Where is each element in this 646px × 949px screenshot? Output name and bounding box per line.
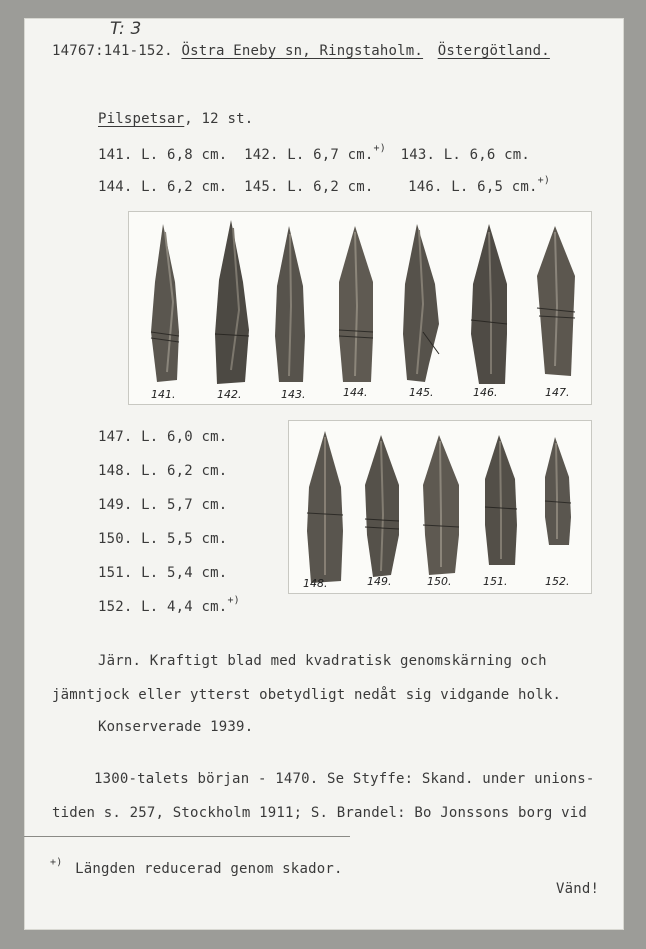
item-142: 142. L. 6,7 cm. (244, 147, 374, 163)
arrowhead-149 (365, 435, 399, 577)
measure-147: 147. L. 6,0 cm. (98, 429, 228, 445)
parish-location: Östra Eneby sn, Ringstaholm. (181, 43, 424, 59)
arrowhead-150 (423, 435, 459, 575)
item-145: 145. L. 6,2 cm. (244, 179, 374, 195)
photo-label-141: 141. (151, 388, 176, 401)
inventory-number: 14767:141-152. (52, 43, 173, 59)
arrowhead-145 (403, 224, 439, 382)
photo-label-145: 145. (409, 386, 434, 399)
arrowhead-152 (545, 437, 571, 545)
arrowheads-148-152 (289, 421, 591, 593)
photo-label-143: 143. (281, 388, 306, 401)
photo-label-146: 146. (473, 386, 498, 399)
photo-label-144: 144. (343, 386, 368, 399)
measure-row-2 (98, 175, 551, 198)
photo-label-148: 148. (303, 577, 328, 590)
turn-over-note: Vänd! (556, 881, 600, 897)
arrowhead-148 (307, 431, 343, 583)
arrowhead-photo-2 (288, 420, 592, 594)
measure-150: 150. L. 5,5 cm. (98, 531, 228, 547)
arrowhead-144 (339, 226, 373, 382)
footnote-divider (24, 836, 350, 837)
arrowheads-141-147 (129, 212, 591, 404)
measure-row-1 (98, 143, 531, 166)
footnote-mark: +) (373, 143, 386, 154)
arrowhead-151 (485, 435, 517, 565)
footnote-text: Längden reducerad genom skador. (75, 861, 343, 877)
photo-label-151: 151. (483, 575, 508, 588)
catalog-card (24, 18, 624, 930)
arrowhead-143 (275, 226, 305, 382)
arrowhead-photo-1 (128, 211, 592, 405)
photo-label-142: 142. (217, 388, 242, 401)
footnote-mark: +) (537, 175, 551, 186)
footnote (50, 857, 343, 880)
category-count: , 12 st. (184, 111, 254, 127)
header-line (52, 42, 550, 60)
item-143: 143. L. 6,6 cm. (400, 147, 531, 163)
conservation-note: Konserverade 1939. (98, 719, 254, 735)
description-line-2: jämntjock eller ytterst obetydligt nedåt sig vidgande holk. (52, 687, 562, 703)
reference-line-2: tiden s. 257, Stockholm 1911; S. Brandel: Bo Jonssons borg vid (52, 805, 587, 821)
reference-line-1: 1300-talets början - 1470. Se Styffe: Skand. under unions- (94, 771, 595, 787)
measure-152 (98, 595, 240, 618)
measure-152-text: 152. L. 4,4 cm. (98, 599, 228, 615)
catalog-mark: T: 3 (110, 19, 142, 39)
item-146: 146. L. 6,5 cm. (408, 179, 538, 195)
photo-label-149: 149. (367, 575, 392, 588)
measure-148: 148. L. 6,2 cm. (98, 463, 228, 479)
measure-151: 151. L. 5,4 cm. (98, 565, 228, 581)
arrowhead-146 (471, 224, 507, 384)
item-141: 141. L. 6,8 cm. (98, 147, 228, 163)
arrowhead-141 (151, 224, 179, 382)
arrowhead-142 (215, 220, 249, 384)
photo-label-147: 147. (545, 386, 570, 399)
description-line-1: Järn. Kraftigt blad med kvadratisk genomskärning och (98, 653, 547, 669)
province: Östergötland. (437, 43, 550, 59)
photo-label-152: 152. (545, 575, 570, 588)
photo-label-150: 150. (427, 575, 452, 588)
item-144: 144. L. 6,2 cm. (98, 179, 228, 195)
arrowhead-147 (537, 226, 575, 376)
measure-149: 149. L. 5,7 cm. (98, 497, 228, 513)
category-name: Pilspetsar (98, 111, 185, 127)
footnote-mark: +) (227, 595, 240, 606)
footnote-mark: +) (50, 857, 63, 868)
category-line (98, 110, 253, 128)
